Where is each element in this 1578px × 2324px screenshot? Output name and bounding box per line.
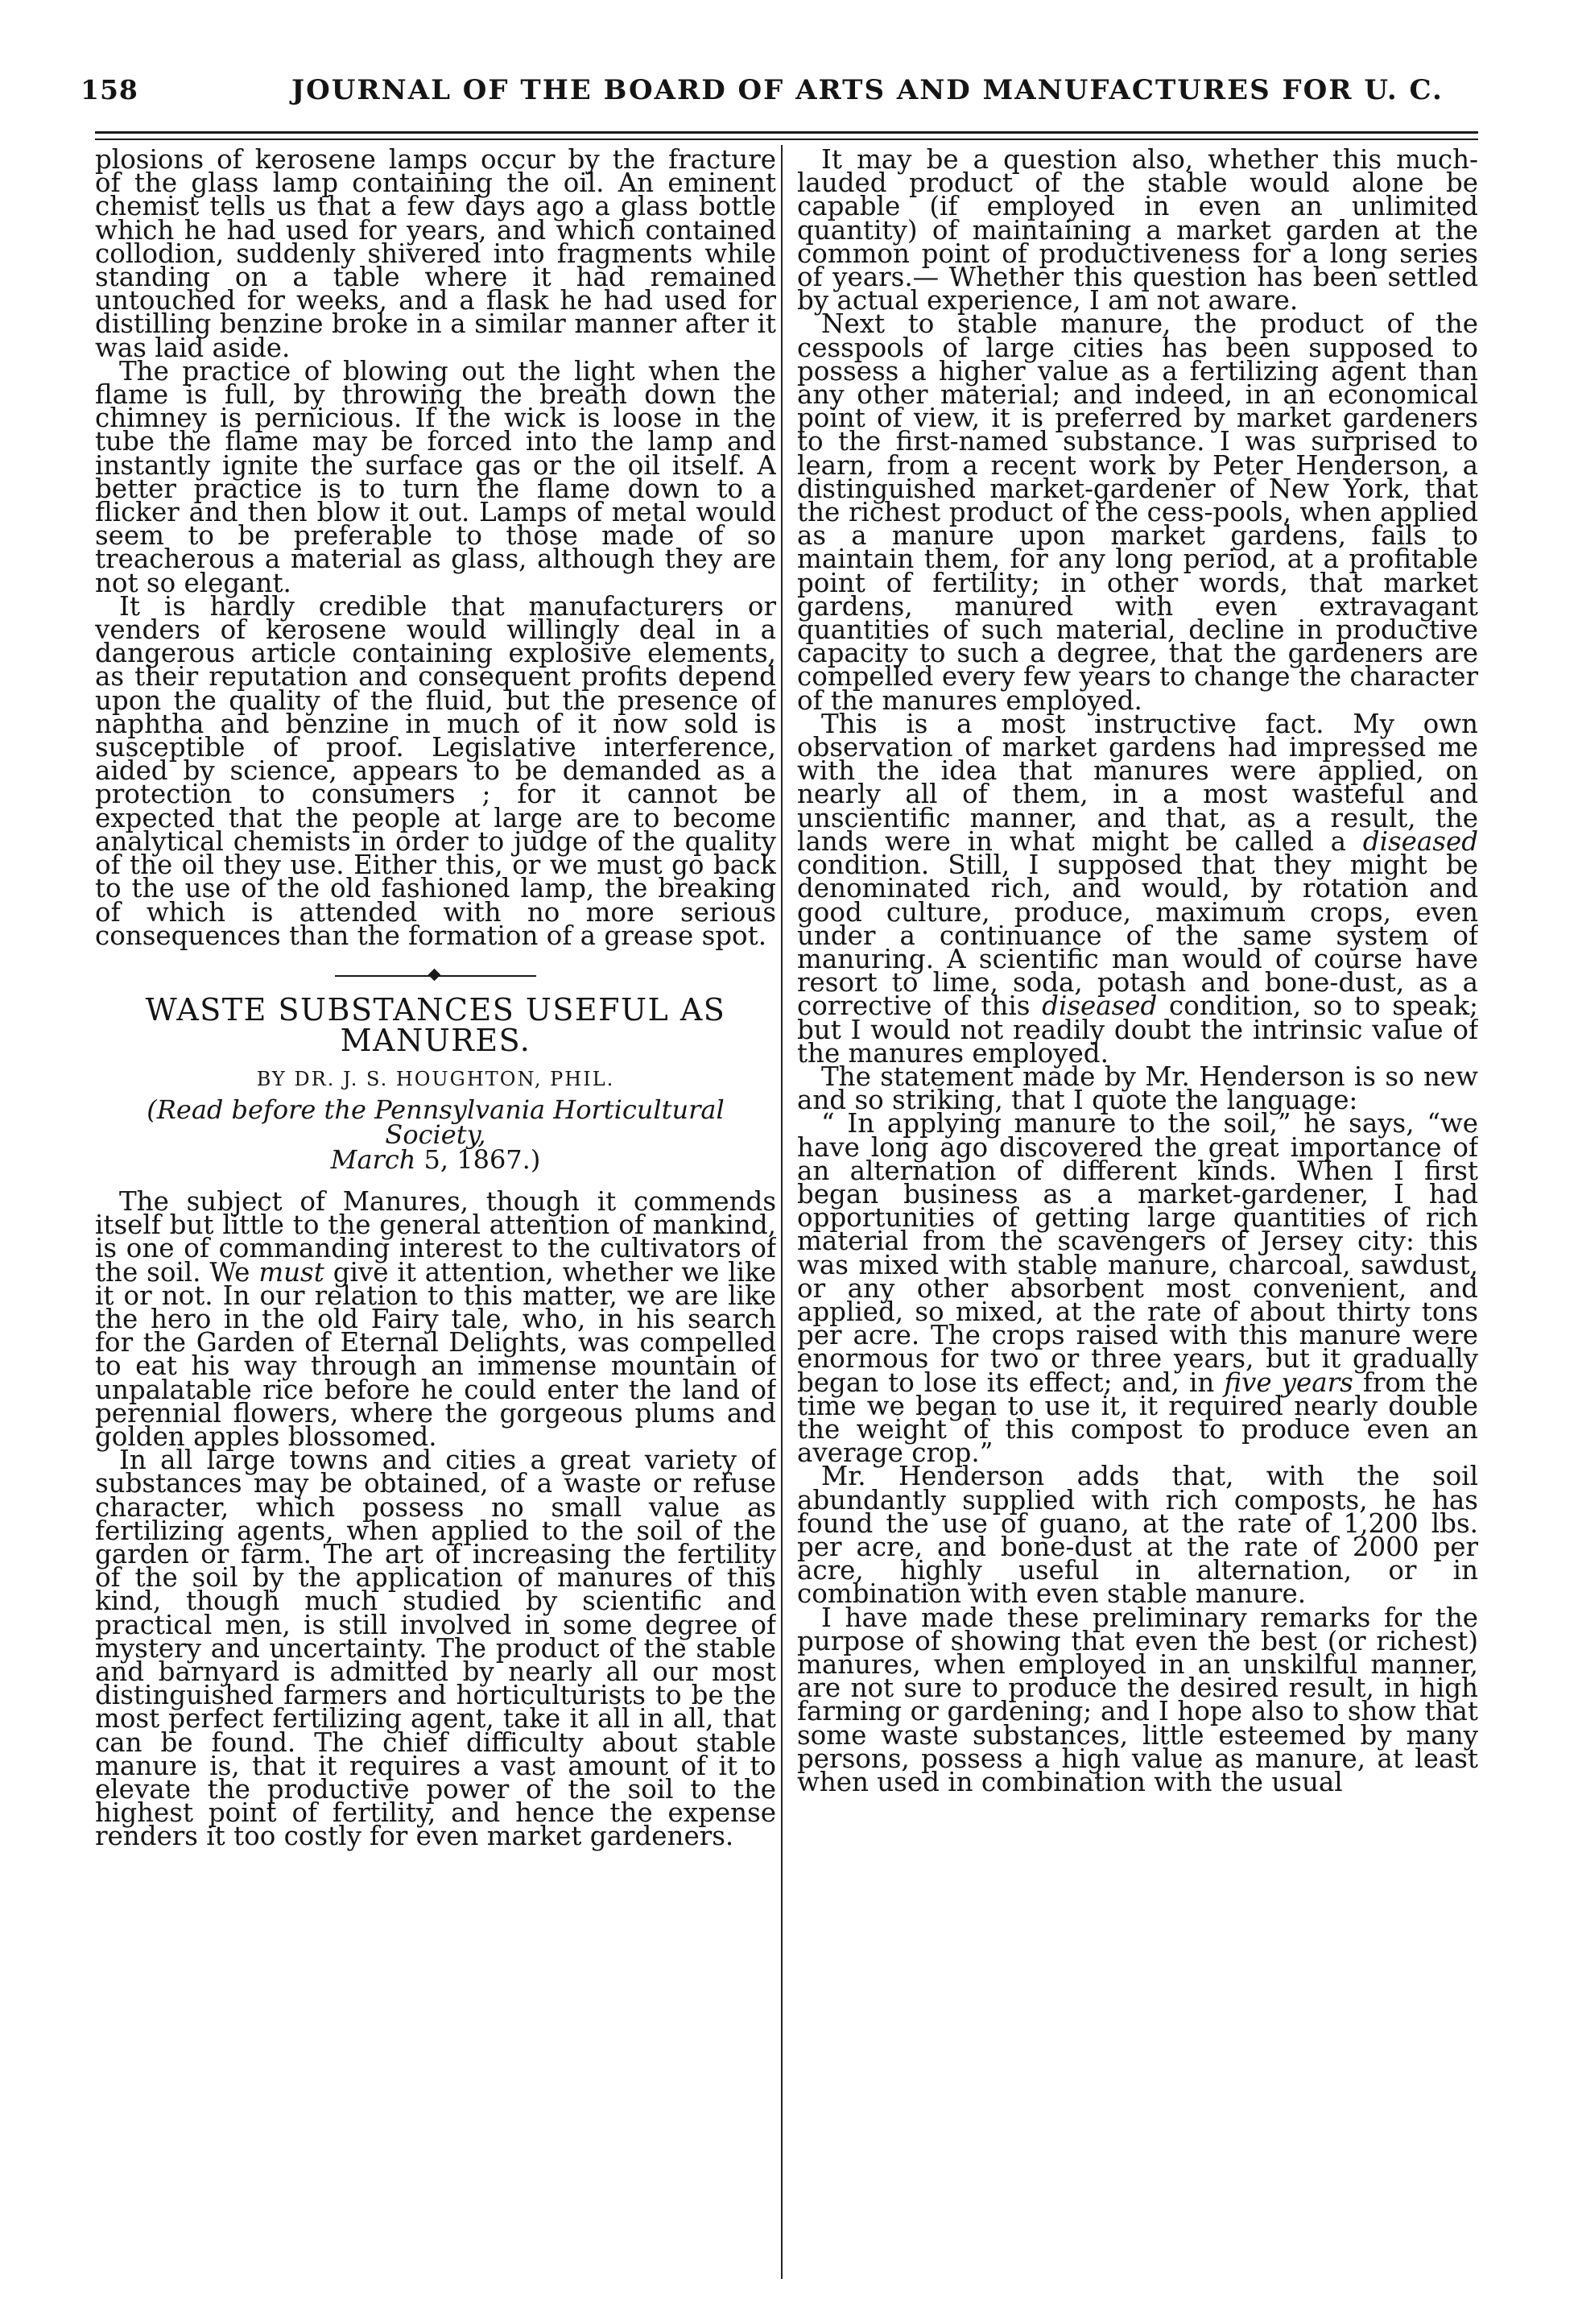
right-column [797,148,1478,2282]
rp3-emphasis-1: diseased [1362,825,1478,857]
article-heading-line-1: WASTE SUBSTANCES USEFUL AS [145,991,726,1028]
rp5-text-b: from the time we began to use it, it required nearly double the weight of this compost to produce even an average crop.” [797,1367,1478,1469]
page-number: 158 [81,74,138,105]
read-before-society: (Read before the Pennsylvania Horticultural Society, [147,1094,725,1150]
p4-text-a: The subject of Manures, though it commends itself but little to the general attention of mankind, is one of commanding interest to the cultivators of the soil. We [95,1185,776,1288]
section-divider-ornament [95,948,776,986]
article-heading [95,991,776,1058]
left-paragraph-1: plosions of kerosene lamps occur by the fracture of the glass lamp containing the oil. An eminent chemist tells us that a few days ago a glass bottle which he had used for years, and which contained collodion, suddenly shivered into fragments while standing on a table where it had remained untouched for weeks, and a flask he had used for distilling benzine broke in a similar manner after it was laid aside. [95,148,776,363]
rp5-text-a: “ In applying manure to the soil,” he says, “we have long ago discovered the great importance of an alternation of different kinds. When I first began business as a market-gardener, I had opportunities of getting large quantities of rich material from the scavengers of Jersey city: this was mixed with stable manure, charcoal, sawdust, or any other absorbent most convenient, and applied, so mixed, at the rate of about thirty tons per acre. The crops raised with this manure were enormous for two or three years, but it gradually began to lose its effect; and, in [797,1108,1478,1398]
header-rule-top [95,131,1478,134]
journal-title: JOURNAL OF THE BOARD OF ARTS AND MANUFACTURES FOR U. C. [291,74,1444,106]
right-paragraph-5-quote [797,1108,1478,1469]
right-paragraph-4: The statement made by Mr. Henderson is so new and so striking, that I quote the language: [797,1061,1478,1116]
right-paragraph-3 [797,708,1478,1069]
rp3-text-c: condition, so to speak; but I would not readily doubt the intrinsic value of the manures employed. [797,990,1478,1069]
left-column [95,148,776,2282]
p4-text-b: give it attention, whether we like it or not. In our relation to this matter, we are like the hero in the old Fairy tale, who, in his search for the Garden of Eternal Delights, was compelled to eat his way through an immense mountain of unpalatable rice before he could enter the land of perennial flowers, where the gorgeous plums and golden apples blossomed. [95,1256,776,1452]
read-before-day-year: 5, 1867.) [415,1143,541,1175]
right-paragraph-2: Next to stable manure, the product of the cesspools of large cities has been supposed to possess a higher value as a fertilizing agent than any other material; and indeed, in an economical point of view, it is preferred by market gardeners to the first-named substance. I was surprised to learn, from a recent work by Peter Henderson, a distinguished market-gardener of New York, that the richest product of the cess-pools, when applied as a manure upon market gardens, fails to maintain them, for any long period, at a profitable point of fertility; in other words, that market gardens, manured with even extravagant quantities of such material, decline in productive capacity to such a degree, that the gardeners are compelled every few years to change the character of the manures employed. [797,308,1478,716]
column-divider [781,145,783,2279]
right-paragraph-1: It may be a question also, whether this much-lauded product of the stable would alone be capable (if employed in even an unlimited quantity) of maintaining a market garden at the common point of productiveness for a long series of years.— Whether this question has been settled by actual experience, I am not aware. [797,148,1478,316]
article-byline: BY DR. J. S. HOUGHTON, PHIL. [256,1067,615,1090]
right-paragraph-7: I have made these preliminary remarks for the purpose of showing that even the best (or richest) manures, when employed in an unskilful manner, are not sure to produce the desired result, in high farming or gardening; and I hope also to show that some waste substances, little esteemed by many persons, possess a high value as manure, at least when used in combination with the usual [797,1602,1478,1798]
rp3-text-a: This is a most instructive fact. My own observation of market gardens had impressed me with the idea that manures were applied, on nearly all of them, in a most wasteful and unscientific manner, and that, as a result, the lands were in what might be called a [797,708,1478,857]
read-before-date [95,1143,776,1175]
left-paragraph-4 [95,1185,776,1452]
divider-diamond-icon [428,969,441,982]
right-paragraph-6: Mr. Henderson adds that, with the soil abundantly supplied with rich composts, he has found the use of guano, at the rate of 1,200 lbs. per acre, and bone-dust at the rate of 2000 per acre, highly useful in alternation, or in combination with even stable manure. [797,1461,1478,1610]
article-heading-line-2: MANURES. [340,1022,531,1058]
read-before-note [95,1094,776,1175]
rp5-emphasis: five years [1224,1367,1353,1398]
p4-emphasis: must [258,1256,324,1288]
left-paragraph-3: It is hardly credible that manufacturers or venders of kerosene would willingly deal in a dangerous article containing explosive elements, as their reputation and consequent profits depend upon the quality of the fluid, but the presence of naphtha and benzine in much of it now sold is susceptible of proof. Legislative interference, aided by science, appears to be demanded as a protection to consumers ; for it cannot be expected that the people at large are to become analytical chemists in order to judge of the quality of the oil they use. Either this, or we must go back to the use of the old fashioned lamp, the breaking of which is attended with no more serious consequences than the formation of a grease spot. [95,590,776,951]
left-paragraph-5: In all large towns and cities a great variety of substances may be obtained, of a waste or refuse character, which possess no small value as fertilizing agents, when applied to the soil of the garden or farm. The art of increasing the fertility of the soil by the application of manures of this kind, though much studied by scientific and practical men, is still involved in some degree of mystery and uncertainty. The product of the stable and barnyard is admitted by nearly all our most distinguished farmers and horticulturists to be the most perfect fertilizing agent, take it all in all, that can be found. The chief difficulty about stable manure is, that it requires a vast amount of it to elevate the productive power of the soil to the highest point of fertility, and hence the expense renders it too costly for even market gardeners. [95,1445,776,1852]
left-paragraph-2: The practice of blowing out the light when the flame is full, by throwing the breath down the chimney is pernicious. If the wick is loose in the tube the flame may be forced into the lamp and instantly ignite the surface gas or the oil itself. A better practice is to turn the flame down to a flicker and then blow it out. Lamps of metal would seem to be preferable to those made of so treacherous a material as glass, although they are not so elegant. [95,355,776,598]
rp3-text-b: condition. Still, I supposed that they might be denominated rich, and would, by rotation and good culture, produce, maximum crops, even under a continuance of the same system of manuring. A scientific man would of course have resort to lime, soda, potash and bone-dust, as a corrective of this [797,850,1478,1022]
read-before-month: March [330,1143,416,1175]
running-head [81,74,1497,113]
header-rule-bottom [95,139,1478,140]
rp3-emphasis-2: diseased [1042,990,1158,1022]
